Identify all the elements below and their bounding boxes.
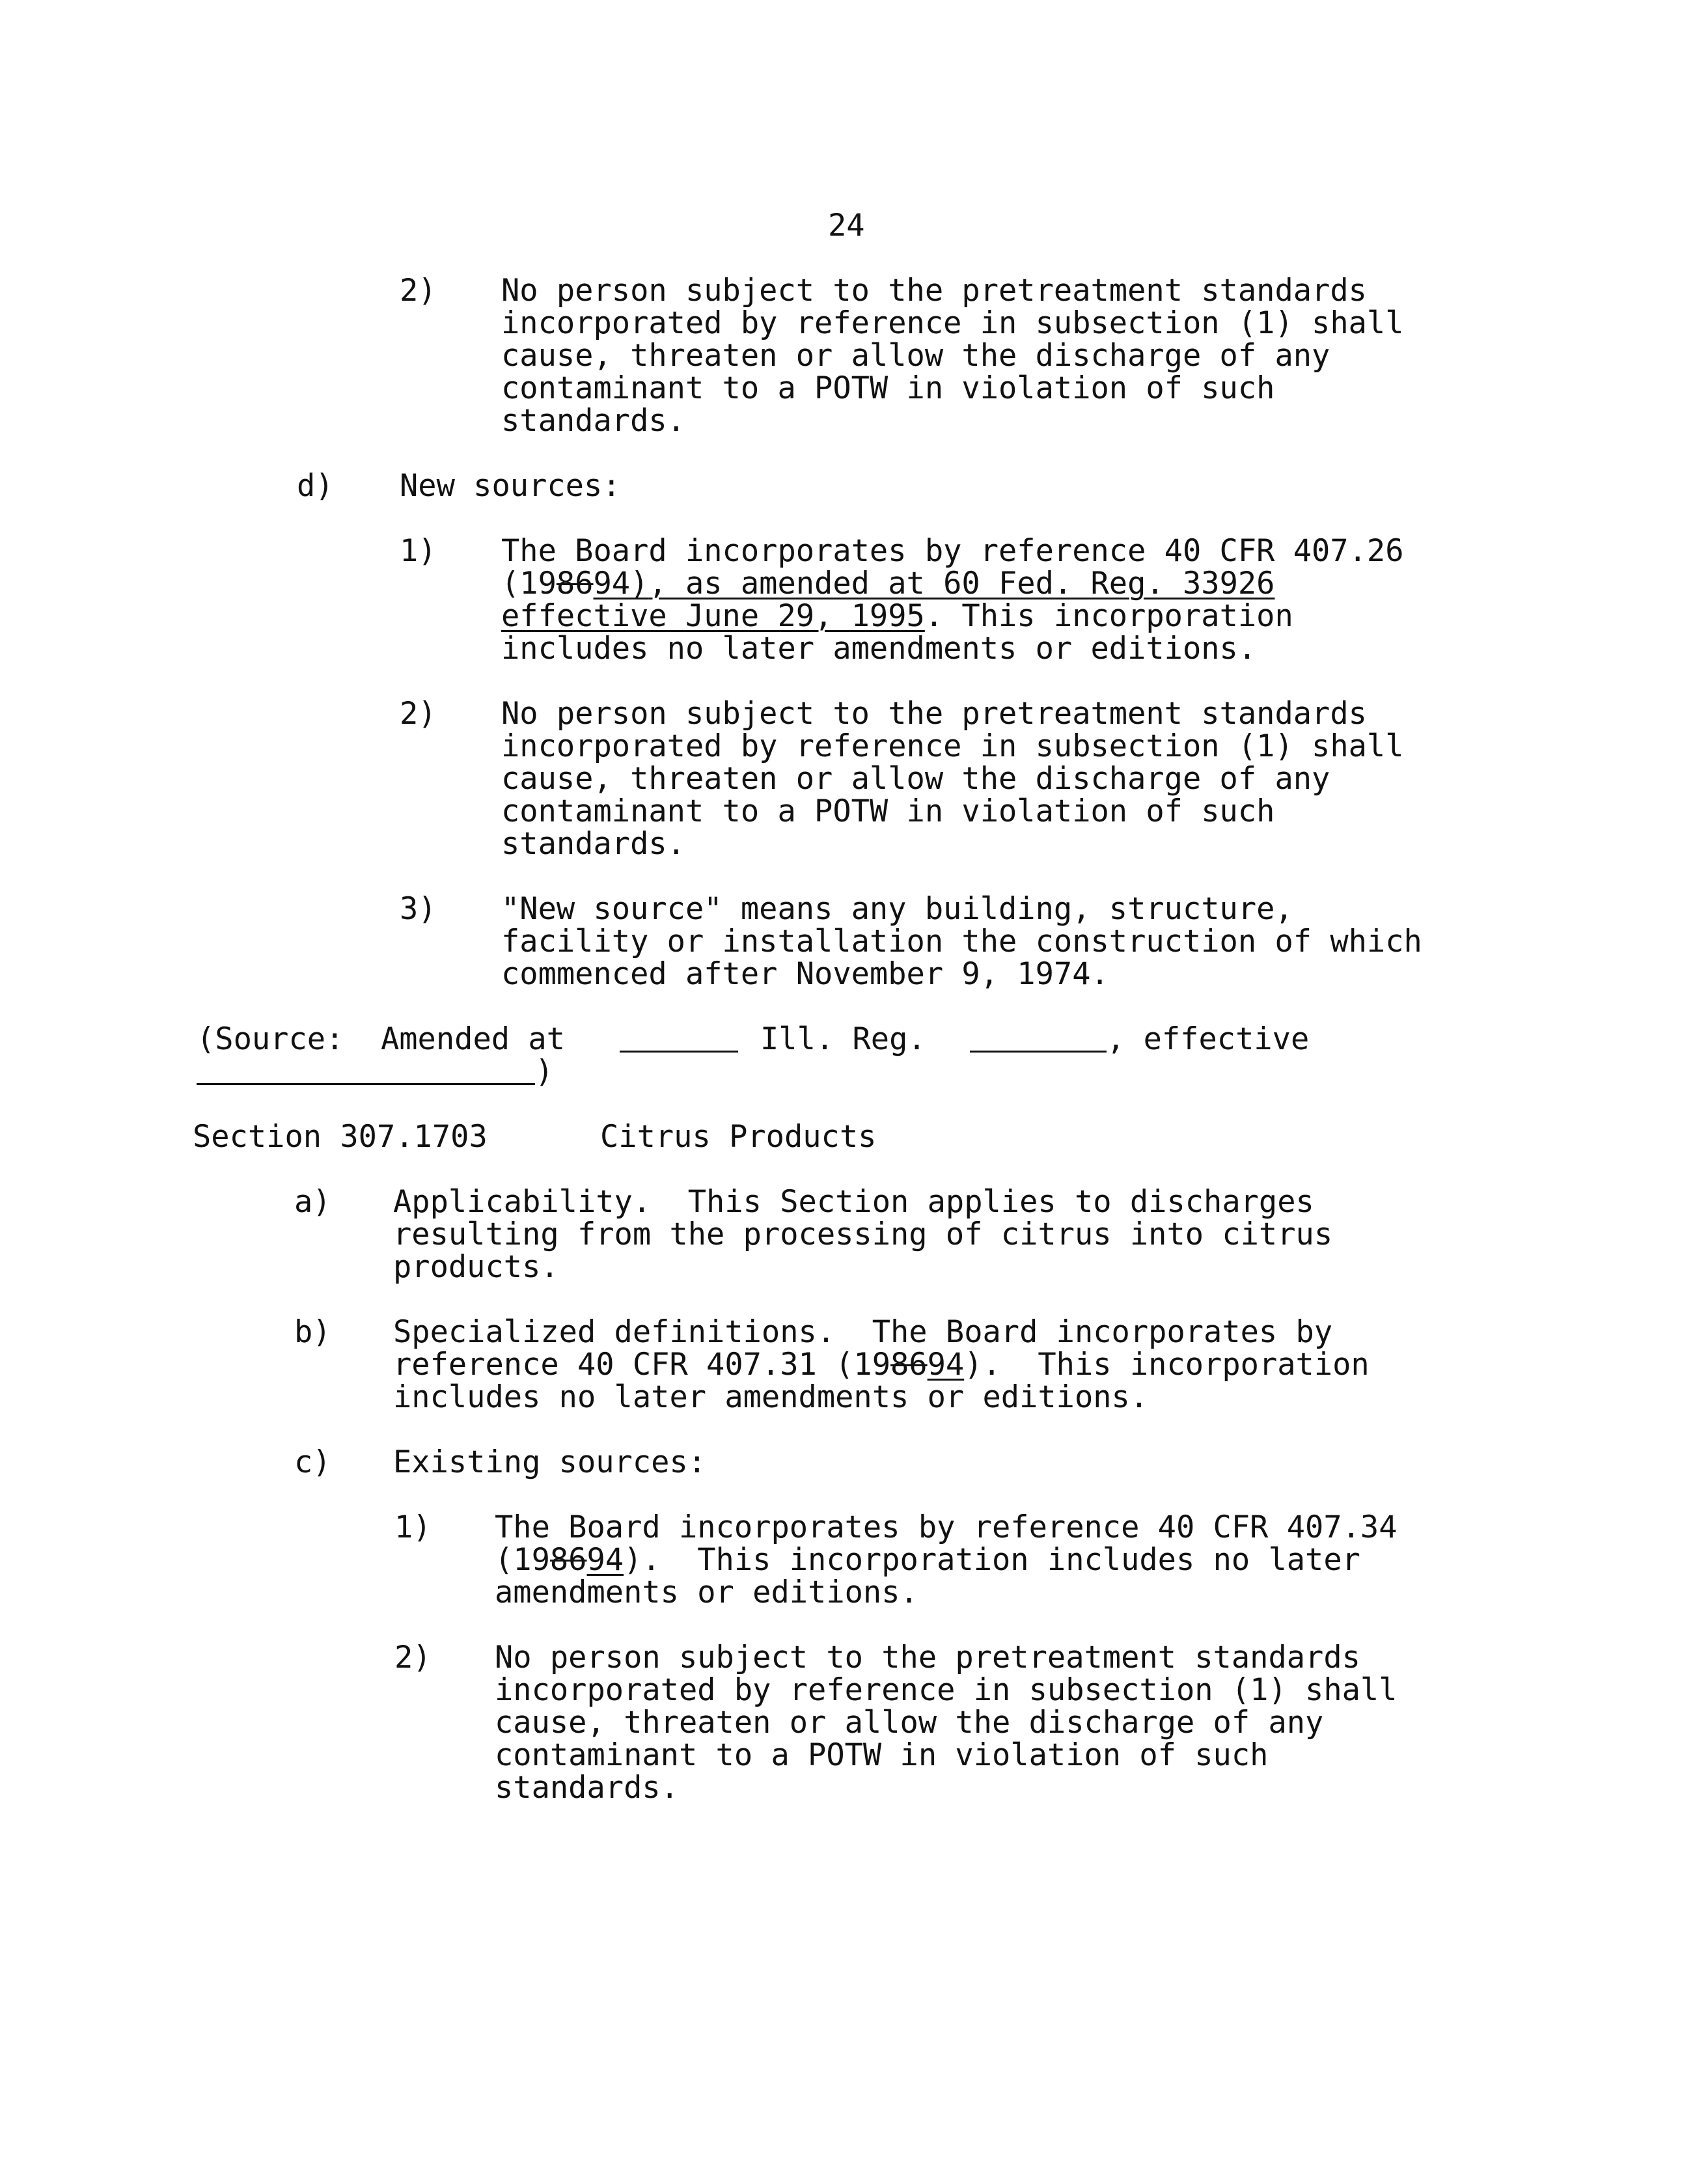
subsection-label: d)	[297, 468, 334, 504]
paragraph-line: Specialized definitions. The Board incorporates by	[393, 1314, 1333, 1350]
text: . This incorporation	[924, 598, 1293, 634]
paragraph-line: "New source" means any building, structure,	[501, 891, 1293, 927]
paragraph-line: resulting from the processing of citrus into citrus	[393, 1217, 1333, 1252]
inserted-text: , as amended at 60 Fed. Reg. 33926	[648, 566, 1275, 601]
text: ). This incorporation includes no later	[624, 1542, 1360, 1578]
paragraph-line: amendments or editions.	[495, 1575, 918, 1610]
subsection-label: a)	[294, 1184, 331, 1220]
paragraph-line: contaminant to a POTW in violation of such	[501, 370, 1275, 406]
source-note: , effective	[1107, 1021, 1310, 1057]
paragraph-line: The Board incorporates by reference 40 CFR 407.34	[495, 1509, 1398, 1545]
paragraph-line: Applicability. This Section applies to discharges	[393, 1184, 1314, 1220]
item-number: 1)	[394, 1509, 432, 1545]
section-title: Citrus Products	[600, 1119, 877, 1155]
paragraph-line: cause, threaten or allow the discharge of any	[501, 761, 1330, 797]
item-number: 2)	[400, 696, 437, 732]
paragraph-line-amended	[393, 1349, 1370, 1381]
text: (19	[495, 1542, 550, 1578]
inserted-text: 94	[927, 1347, 965, 1383]
paragraph-line: incorporated by reference in subsection (1) shall	[495, 1672, 1398, 1708]
source-note: Ill. Reg.	[760, 1021, 926, 1057]
item-number: 2)	[394, 1640, 432, 1675]
paragraph-line: incorporated by reference in subsection (1) shall	[501, 305, 1404, 341]
inserted-text: 94	[586, 1542, 624, 1578]
paragraph-line: commenced after November 9, 1974.	[501, 956, 1109, 992]
inserted-text: effective June 29, 1995	[501, 598, 925, 634]
paragraph-line: contaminant to a POTW in violation of such	[501, 793, 1275, 829]
text: (19	[501, 566, 557, 601]
paragraph-line: contaminant to a POTW in violation of such	[495, 1737, 1269, 1773]
text: reference 40 CFR 407.31 (19	[393, 1347, 891, 1383]
subsection-heading: New sources:	[400, 468, 621, 504]
paragraph-line: includes no later amendments or editions.	[501, 631, 1257, 667]
subsection-heading: Existing sources:	[393, 1444, 707, 1480]
paragraph-line: cause, threaten or allow the discharge of any	[495, 1705, 1324, 1741]
source-note: (Source: Amended at	[197, 1021, 565, 1057]
paragraph-line: standards.	[495, 1770, 679, 1806]
paragraph-line-amended	[501, 568, 1274, 600]
section-number: Section 307.1703	[193, 1119, 488, 1155]
subsection-label: c)	[294, 1444, 331, 1480]
paragraph-line: The Board incorporates by reference 40 CFR 407.26	[501, 533, 1404, 569]
paragraph-line: incorporated by reference in subsection (1) shall	[501, 728, 1404, 764]
blank-line	[620, 1051, 738, 1053]
page-number: 24	[828, 208, 865, 243]
paragraph-line: standards.	[501, 826, 685, 862]
source-note: )	[535, 1054, 554, 1090]
paragraph-line-amended	[501, 600, 1293, 633]
paragraph-line: cause, threaten or allow the discharge of any	[501, 338, 1330, 374]
paragraph-line: No person subject to the pretreatment standards	[501, 273, 1367, 309]
paragraph-line: products.	[393, 1249, 559, 1285]
blank-line	[197, 1083, 535, 1085]
deleted-text: 86	[556, 566, 594, 601]
paragraph-line: No person subject to the pretreatment standards	[495, 1640, 1360, 1675]
item-number: 3)	[400, 891, 437, 927]
paragraph-line-amended	[495, 1544, 1360, 1577]
item-number: 1)	[400, 533, 437, 569]
paragraph-line: standards.	[501, 403, 685, 439]
deleted-text: 86	[890, 1347, 928, 1383]
paragraph-line: No person subject to the pretreatment standards	[501, 696, 1367, 732]
deleted-text: 86	[549, 1542, 587, 1578]
subsection-label: b)	[294, 1314, 331, 1350]
paragraph-line: includes no later amendments or editions.	[393, 1379, 1149, 1415]
paragraph-line: facility or installation the construction of which	[501, 924, 1422, 959]
blank-line	[970, 1051, 1107, 1053]
inserted-text: 94)	[593, 566, 649, 601]
item-number: 2)	[400, 273, 437, 309]
text: ). This incorporation	[964, 1347, 1370, 1383]
